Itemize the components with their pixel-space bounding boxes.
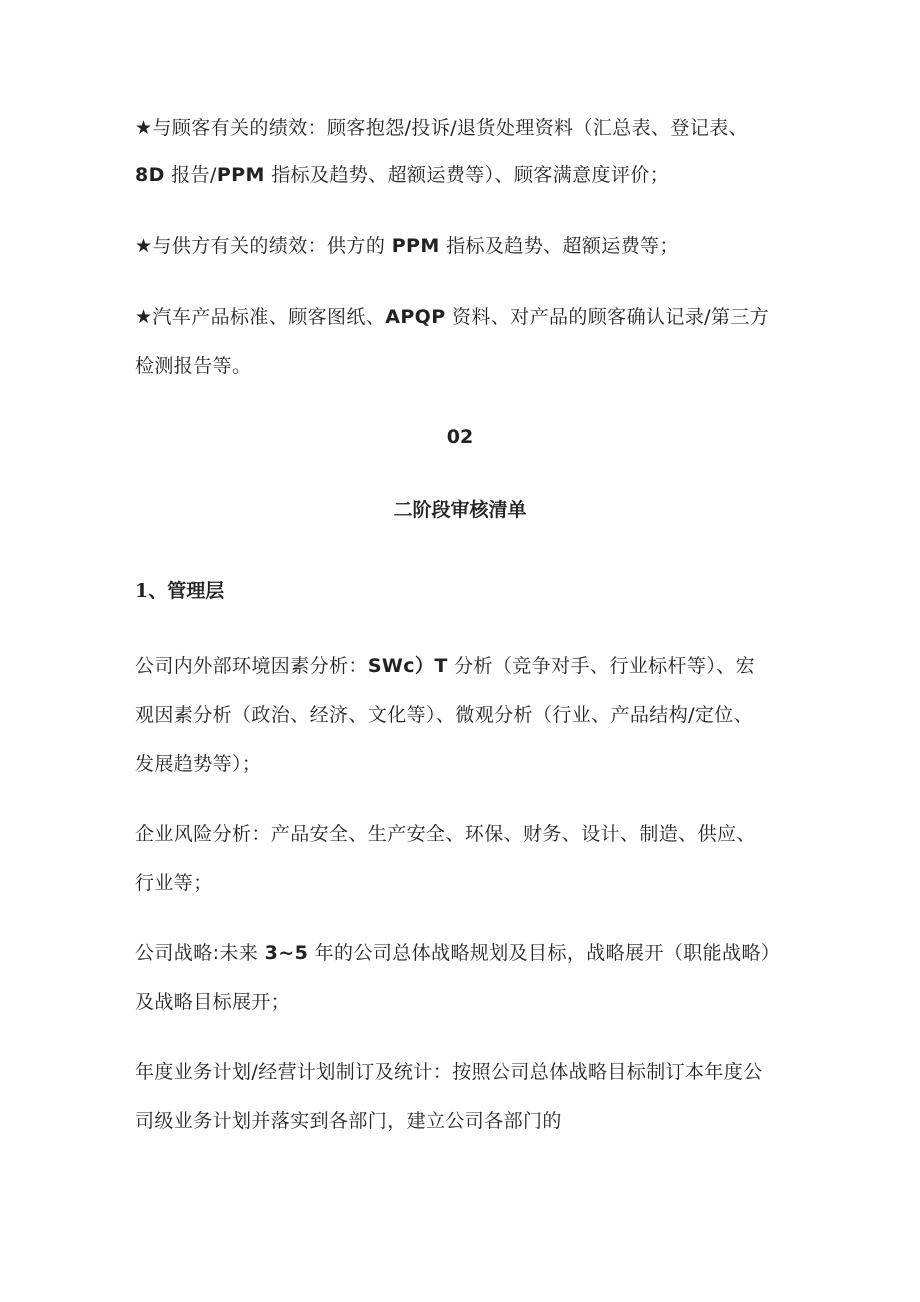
strategy-line-2: 及战略目标展开； bbox=[135, 991, 291, 1013]
risk-analysis-line-1: 企业风险分析：产品安全、生产安全、环保、财务、设计、制造、供应、 bbox=[135, 823, 756, 845]
customer-performance-line-2: 8D 报告/PPM 指标及趋势、超额运费等）、顾客满意度评价； bbox=[135, 164, 670, 186]
env-analysis-line-2: 观因素分析（政治、经济、文化等）、微观分析（行业、产品结构/定位、 bbox=[135, 704, 754, 726]
supplier-performance-line: ★与供方有关的绩效：供方的 PPM 指标及趋势、超额运费等； bbox=[135, 235, 679, 257]
business-plan-line-1: 年度业务计划/经营计划制订及统计：按照公司总体战略目标制订本年度公 bbox=[135, 1061, 763, 1083]
business-plan-line-2: 司级业务计划并落实到各部门，建立公司各部门的 bbox=[135, 1110, 562, 1132]
customer-performance-line-1: ★与顾客有关的绩效：顾客抱怨/投诉/退货处理资料（汇总表、登记表、 bbox=[135, 117, 749, 139]
auto-standards-line-1: ★汽车产品标准、顾客图纸、APQP 资料、对产品的顾客确认记录/第三方 bbox=[135, 306, 770, 328]
risk-analysis-line-2: 行业等； bbox=[135, 872, 213, 894]
auto-standards-line-2: 检测报告等。 bbox=[135, 355, 252, 377]
env-analysis-line-1: 公司内外部环境因素分析：SWc）T 分析（竞争对手、行业标杆等）、宏 bbox=[135, 655, 756, 677]
strategy-line-1: 公司战略:未来 3~5 年的公司总体战略规划及目标，战略展开（职能战略） bbox=[135, 942, 781, 964]
env-analysis-line-3: 发展趋势等）； bbox=[135, 753, 262, 775]
subsection-heading: 1、管理层 bbox=[135, 580, 225, 602]
section-title: 二阶段审核清单 bbox=[393, 499, 527, 521]
section-number: 02 bbox=[446, 426, 474, 448]
